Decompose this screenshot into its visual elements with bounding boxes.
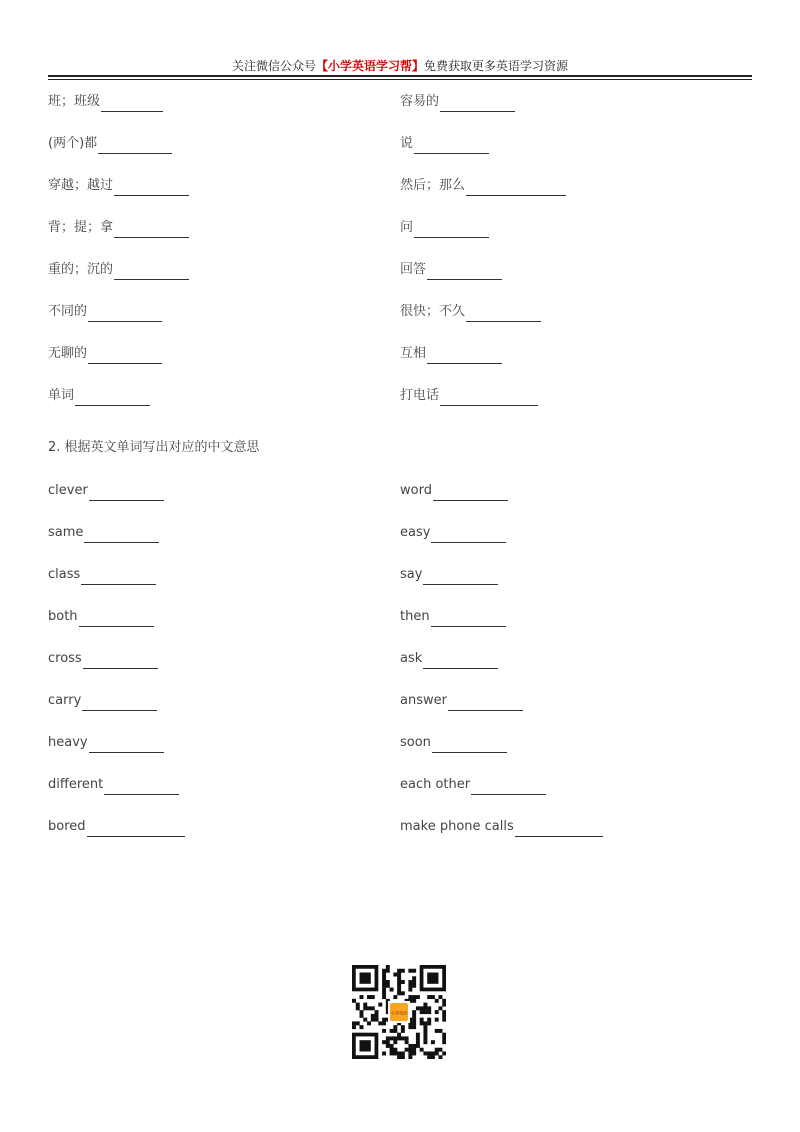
answer-blank[interactable]: [440, 97, 515, 112]
prompt-word: 然后；那么: [400, 178, 466, 193]
prompt-word: word: [400, 483, 432, 498]
header-rule-thick: [48, 75, 752, 77]
answer-blank[interactable]: [427, 349, 502, 364]
table-row: [48, 386, 752, 428]
prompt-word: cross: [48, 651, 82, 666]
page-header: [48, 58, 752, 74]
prompt-word: 重的；沉的: [48, 262, 114, 277]
list-item: [400, 176, 752, 196]
answer-blank[interactable]: [414, 139, 489, 154]
list-item: [48, 607, 400, 627]
answer-blank[interactable]: [431, 528, 506, 543]
prompt-word: (两个)都: [48, 136, 98, 151]
list-item: [48, 733, 400, 753]
answer-blank[interactable]: [98, 139, 172, 154]
list-item: [400, 649, 752, 669]
prompt-word: 穿越；越过: [48, 178, 114, 193]
prompt-word: soon: [400, 735, 431, 750]
table-row: [48, 775, 752, 817]
list-item: [48, 302, 400, 322]
answer-blank[interactable]: [432, 738, 507, 753]
list-item: [48, 218, 400, 238]
answer-blank[interactable]: [433, 486, 508, 501]
answer-blank[interactable]: [101, 97, 163, 112]
answer-blank[interactable]: [82, 696, 157, 711]
answer-blank[interactable]: [88, 307, 162, 322]
section-english-to-chinese: [48, 481, 752, 859]
list-item: [400, 302, 752, 322]
table-row: [48, 817, 752, 859]
section-chinese-to-english: [48, 92, 752, 428]
prompt-word: ask: [400, 651, 423, 666]
list-item: [48, 386, 400, 406]
prompt-word: each other: [400, 777, 471, 792]
prompt-word: 回答: [400, 262, 427, 277]
table-row: [48, 481, 752, 523]
table-row: [48, 691, 752, 733]
answer-blank[interactable]: [104, 780, 179, 795]
list-item: [48, 817, 400, 837]
answer-blank[interactable]: [83, 654, 158, 669]
list-item: [400, 218, 752, 238]
list-item: [48, 134, 400, 154]
prompt-word: heavy: [48, 735, 88, 750]
table-row: [48, 565, 752, 607]
answer-blank[interactable]: [89, 486, 164, 501]
answer-blank[interactable]: [81, 570, 156, 585]
answer-blank[interactable]: [515, 822, 603, 837]
table-row: [48, 134, 752, 176]
table-row: [48, 523, 752, 565]
list-item: [48, 92, 400, 112]
table-row: [48, 92, 752, 134]
prompt-word: both: [48, 609, 78, 624]
prompt-word: 说: [400, 136, 414, 151]
prompt-word: answer: [400, 693, 447, 708]
qr-logo-text: 小学英语: [391, 1010, 407, 1016]
table-row: [48, 344, 752, 386]
answer-blank[interactable]: [471, 780, 546, 795]
list-item: [48, 344, 400, 364]
list-item: [400, 260, 752, 280]
prompt-word: 单词: [48, 388, 75, 403]
prompt-word: easy: [400, 525, 431, 540]
answer-blank[interactable]: [414, 223, 489, 238]
prompt-word: 不同的: [48, 304, 88, 319]
header-rule-thin: [48, 79, 752, 80]
list-item: [48, 523, 400, 543]
table-row: [48, 649, 752, 691]
prompt-word: different: [48, 777, 104, 792]
prompt-word: then: [400, 609, 430, 624]
answer-blank[interactable]: [427, 265, 502, 280]
prompt-word: 容易的: [400, 94, 440, 109]
prompt-word: 无聊的: [48, 346, 88, 361]
table-row: [48, 302, 752, 344]
answer-blank[interactable]: [84, 528, 159, 543]
list-item: [48, 691, 400, 711]
prompt-word: bored: [48, 819, 86, 834]
list-item: [400, 817, 752, 837]
list-item: [48, 775, 400, 795]
qr-code: [352, 965, 446, 1059]
list-item: [400, 775, 752, 795]
answer-blank[interactable]: [448, 696, 523, 711]
answer-blank[interactable]: [114, 223, 189, 238]
answer-blank[interactable]: [431, 612, 506, 627]
list-item: [400, 386, 752, 406]
section-title: 2. 根据英文单词写出对应的中文意思: [48, 440, 260, 455]
prompt-word: 打电话: [400, 388, 440, 403]
prompt-word: make phone calls: [400, 819, 514, 834]
list-item: [400, 691, 752, 711]
list-item: [48, 565, 400, 585]
answer-blank[interactable]: [114, 265, 189, 280]
answer-blank[interactable]: [466, 181, 566, 196]
list-item: [400, 344, 752, 364]
header-highlight: 【小学英语学习帮】: [315, 59, 424, 73]
prompt-word: clever: [48, 483, 88, 498]
answer-blank[interactable]: [79, 612, 154, 627]
list-item: [400, 607, 752, 627]
prompt-word: carry: [48, 693, 82, 708]
prompt-word: 互相: [400, 346, 427, 361]
qr-code-icon: [352, 965, 446, 1059]
list-item: [48, 481, 400, 501]
table-row: [48, 218, 752, 260]
table-row: [48, 260, 752, 302]
list-item: [48, 176, 400, 196]
prompt-word: class: [48, 567, 81, 582]
table-row: [48, 176, 752, 218]
table-row: [48, 607, 752, 649]
answer-blank[interactable]: [423, 570, 498, 585]
answer-blank[interactable]: [440, 391, 538, 406]
list-item: [400, 92, 752, 112]
answer-blank[interactable]: [75, 391, 150, 406]
answer-blank[interactable]: [87, 822, 185, 837]
header-suffix: 免费获取更多英语学习资源: [424, 59, 569, 73]
prompt-word: 问: [400, 220, 414, 235]
header-prefix: 关注微信公众号: [231, 59, 316, 73]
prompt-word: same: [48, 525, 84, 540]
list-item: [400, 134, 752, 154]
answer-blank[interactable]: [88, 349, 162, 364]
prompt-word: 背；提；拿: [48, 220, 114, 235]
table-row: [48, 733, 752, 775]
answer-blank[interactable]: [423, 654, 498, 669]
answer-blank[interactable]: [114, 181, 189, 196]
prompt-word: 很快；不久: [400, 304, 466, 319]
prompt-word: say: [400, 567, 423, 582]
answer-blank[interactable]: [466, 307, 541, 322]
list-item: [48, 649, 400, 669]
answer-blank[interactable]: [89, 738, 164, 753]
list-item: [48, 260, 400, 280]
prompt-word: 班；班级: [48, 94, 101, 109]
list-item: [400, 565, 752, 585]
list-item: [400, 733, 752, 753]
list-item: [400, 523, 752, 543]
list-item: [400, 481, 752, 501]
